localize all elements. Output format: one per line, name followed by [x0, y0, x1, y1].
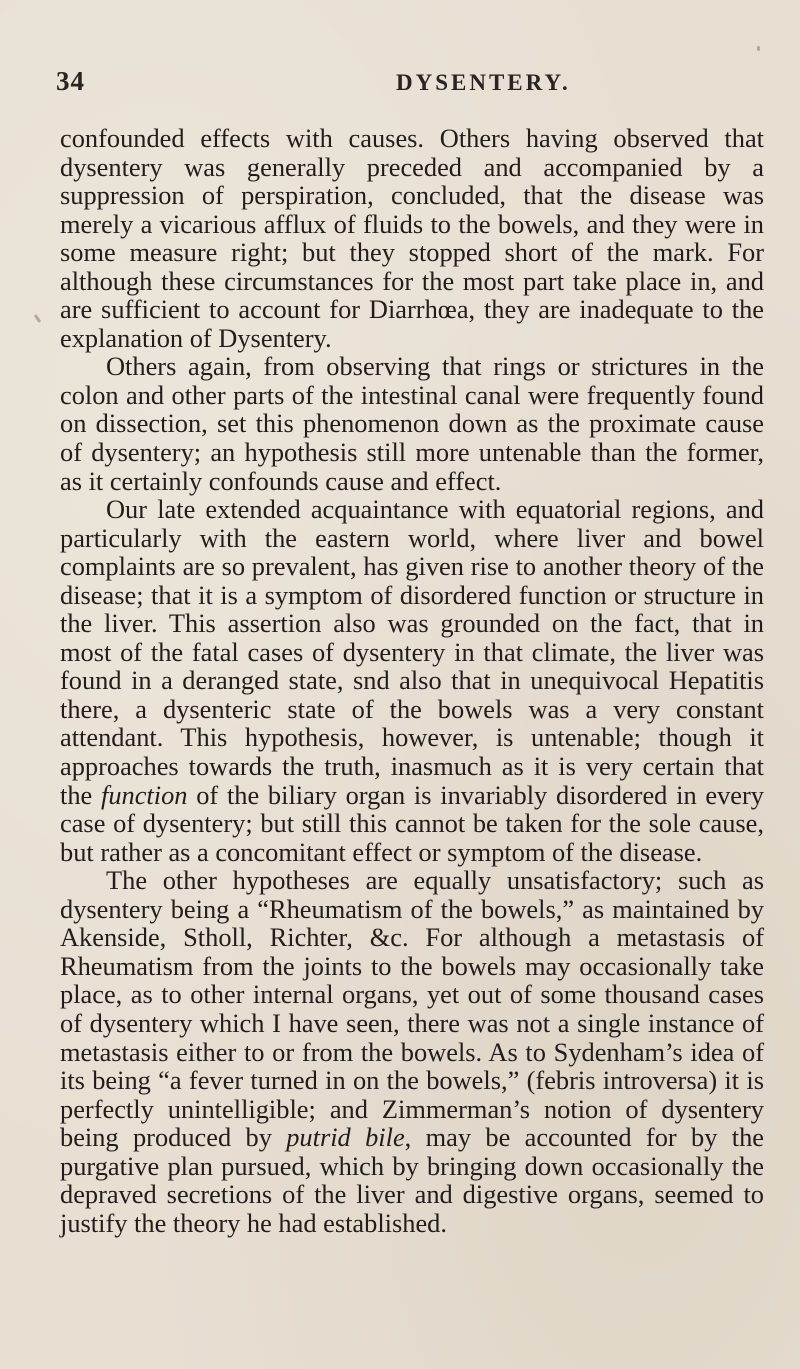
page-number: 34	[56, 66, 85, 96]
paragraph-2-text: Others again, from observing that rings or strictures in the colon and other parts of the intestinal canal were frequently found on dissection, set this phenomenon down as the proximate cause of dysentery; an hypothesis still more untenable than the former, as it certainly confounds cause and effect.	[60, 351, 764, 496]
paper-speck	[757, 46, 760, 51]
paragraph-1	[60, 124, 764, 352]
paragraph-4	[60, 866, 764, 1237]
body-text	[60, 124, 764, 1237]
paragraph-4-text-a: The other hypotheses are equally unsatisfactory; such as dysentery being a “Rheumatism of the bowels,” as maintained by Akenside, Stholl, Richter, &c. For although a metastasis of Rheumatism from the joints to the bowels may occasionally take place, as to other internal organs, yet out of some thousand cases of dysentery which I have seen, there was not a single instance of metastasis either to or from the bowels. As to Sydenham’s idea of its being “a fever turned in on the bowels,” (febris introversa) it is perfectly unintelligible; and Zimmerman’s notion of dysentery being produced by	[60, 865, 764, 1153]
running-head: DYSENTERY.	[396, 70, 571, 95]
paragraph-1-text: confounded effects with causes. Others having observed that dysentery was generally preceded and accompanied by a suppression of perspiration, concluded, that the disease was merely a vicarious afflux of fluids to the bowels, and they were in some measure right; but they stopped short of the mark. For although these circumstances for the most part take place in, and are sufficient to account for Diarrhœa, they are inadequate to the explanation of Dysentery.	[60, 123, 764, 353]
paragraph-3-text-a: Our late extended acquaintance with equatorial regions, and particularly with the eastern world, where liver and bowel complaints are so prevalent, has given rise to another theory of the disease; that it is a symptom of disordered function or structure in the liver. This assertion also was grounded on the fact, that in most of the fatal cases of dysentery in that climate, the liver was found in a deranged state, snd also that in unequivocal Hepatitis there, a dysenteric state of the bowels was a very constant attendant. This hypothesis, however, is untenable; though it approaches towards the truth, inasmuch as it is very certain that the	[60, 494, 764, 810]
paper-speck	[34, 314, 42, 323]
paragraph-3-italic-function: function	[100, 779, 188, 810]
paragraph-3-text-b: of the biliary organ is invariably disordered in every case of dysentery; but still this cannot be taken for the sole cause, but rather as a concomitant effect or symptom of the disease.	[60, 779, 764, 867]
page-header	[56, 66, 756, 106]
paragraph-2	[60, 352, 764, 495]
paragraph-4-italic-putrid-bile: putrid bile	[286, 1122, 405, 1153]
paragraph-3	[60, 495, 764, 866]
paragraph-4-text-b: , may be accounted for by the purgative plan pursued, which by bringing down occasionally the depraved secretions of the liver and digestive organs, seemed to justify the theory he had established.	[60, 1122, 764, 1238]
